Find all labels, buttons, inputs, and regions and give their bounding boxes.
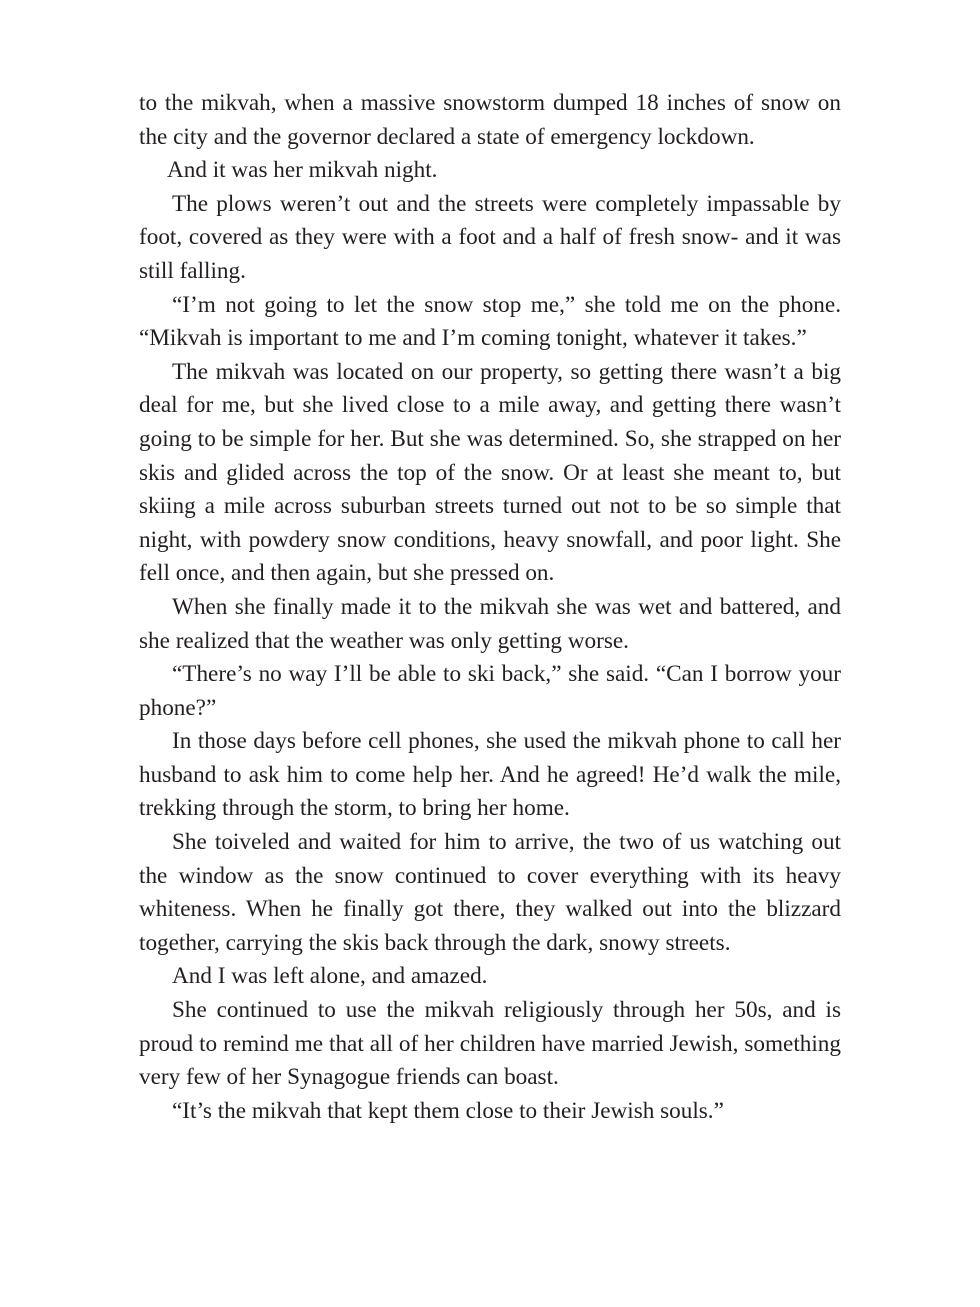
paragraph-6: When she finally made it to the mikvah she was wet and battered, and she realized that the weather was only getting worse. bbox=[139, 593, 841, 654]
paragraph-10: And I was left alone, and amazed. bbox=[172, 963, 488, 990]
paragraph-8: In those days before cell phones, she used the mikvah phone to call her husband to ask him to come help her. And he agreed! He’d walk the mile, trekking through the storm, to bring her home. bbox=[139, 728, 841, 822]
paragraph-7: “There’s no way I’ll be able to ski back,” she said. “Can I borrow your phone?” bbox=[139, 661, 841, 721]
paragraph-2: And it was her mikvah night. bbox=[167, 157, 438, 184]
paragraph-1: to the mikvah, when a massive snowstorm dumped 18 inches of snow on the city and the governor declared a state of emergency lockdown. bbox=[139, 90, 841, 150]
paragraph-4: “I’m not going to let the snow stop me,” she told me on the phone. “Mikvah is important to me and I’m coming tonight, whatever it takes.” bbox=[139, 291, 841, 352]
paragraph-12: “It’s the mikvah that kept them close to their Jewish souls.” bbox=[172, 1097, 724, 1124]
page-body-text bbox=[139, 87, 841, 1128]
paragraph-3: The plows weren’t out and the streets were completely impassable by foot, covered as they were with a foot and a half of fresh snow- and it was still falling. bbox=[139, 190, 841, 284]
paragraph-9: She toiveled and waited for him to arrive, the two of us watching out the window as the snow continued to cover everything with its heavy whiteness. When he finally got there, they walked out into the blizzard together, carrying the skis back through the dark, snowy streets. bbox=[139, 829, 841, 956]
paragraph-11: She continued to use the mikvah religiously through her 50s, and is proud to remind me that all of her children have married Jewish, something very few of her Synagogue friends can boast. bbox=[139, 997, 841, 1091]
paragraph-5: The mikvah was located on our property, so getting there wasn’t a big deal for me, but she lived close to a mile away, and getting there wasn’t going to be simple for her. But she was determined. So, she strapped on her skis and glided across the top of the snow. Or at least she meant to, but skiing a mile across suburban streets turned out not to be so simple that night, with powdery snow conditions, heavy snowfall, and poor light. She fell once, and then again, but she pressed on. bbox=[139, 358, 841, 587]
